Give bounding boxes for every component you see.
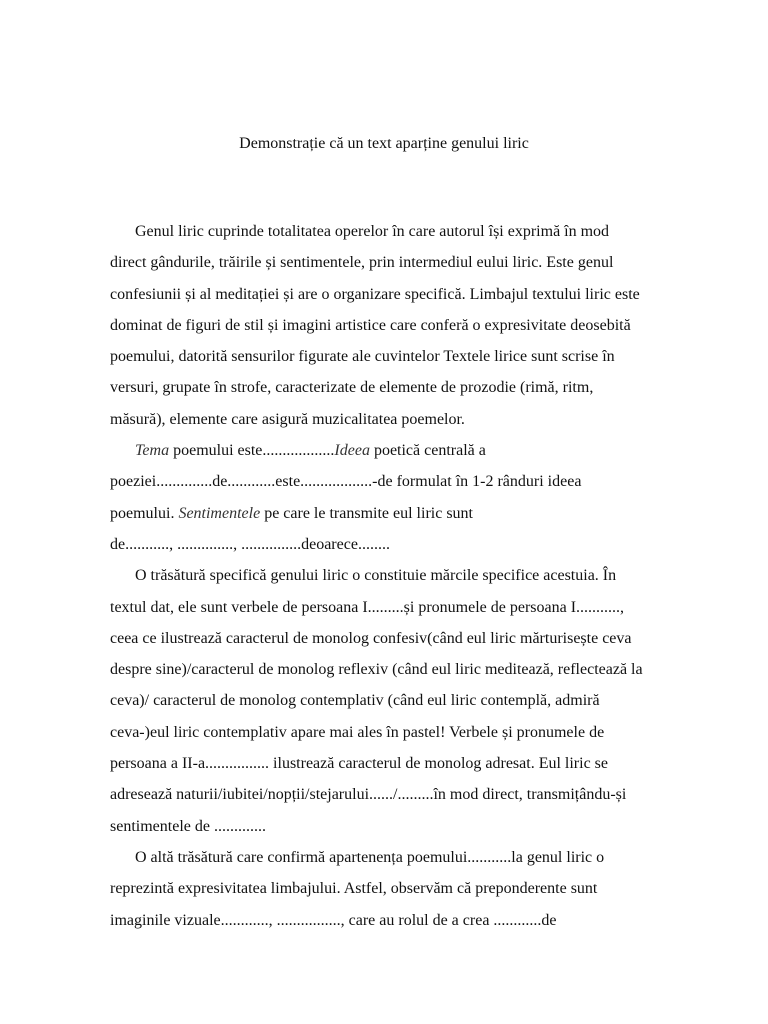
text-line: poeziei..............de............este..................-de formulat în 1-2 rânduri ideea: [110, 473, 582, 491]
ideea-text: poetică centrală a: [369, 442, 486, 460]
text-line: direct gândurile, trăirile și sentimentele, prin intermediul eului liric. Este genul: [110, 254, 614, 272]
text-line: adresează naturii/iubitei/nopții/stejarului....../.........în mod direct, transmițându-și: [110, 786, 627, 804]
text-line: Genul liric cuprinde totalitatea operelor în care autorul își exprimă în mod: [135, 223, 610, 240]
tema-text: poemului este..................: [169, 442, 335, 460]
text-line: ceea ce ilustrează caracterul de monolog confesiv(când eul liric mărturisește ceva: [110, 629, 632, 647]
text-line: confesiunii și al meditației și are o organizare specifică. Limbajul textului liric este: [110, 285, 640, 303]
text-line: versuri, grupate în strofe, caracterizate de elemente de prozodie (rimă, ritm,: [110, 379, 594, 397]
ideea-label: Ideea: [334, 442, 370, 460]
text-line: ceva)/ caracterul de monolog contemplativ (când eul liric contemplă, admiră: [110, 692, 600, 710]
text-line: [110, 435, 662, 466]
text-line: persoana a II-a................ ilustrează caracterul de monolog adresat. Eul liric se: [110, 755, 609, 773]
tema-label: Tema: [135, 442, 170, 460]
text-line: ceva-)eul liric contemplativ apare mai ales în pastel! Verbele și pronumele de: [110, 723, 605, 741]
text-line: [110, 498, 662, 529]
text-line: sentimentele de .............: [110, 817, 266, 835]
text-line: măsură), elemente care asigură muzicalitatea poemelor.: [110, 410, 465, 428]
text-line: poemului, datorită sensurilor figurate ale cuvintelor Textele lirice sunt scrise în: [110, 348, 615, 366]
sentimentele-label: Sentimentele: [178, 504, 261, 522]
line-prefix: poemului.: [110, 504, 179, 522]
paragraph-expresivitate: [110, 842, 662, 936]
paragraph-tema: [110, 435, 662, 560]
text-line: imaginile vizuale............, ................, care au rolul de a crea ............de: [110, 911, 557, 929]
paragraph-marci: [110, 560, 662, 842]
paragraph-genul-liric: [110, 216, 662, 435]
text-line: dominat de figuri de stil și imagini artistice care conferă o expresivitate deosebită: [110, 316, 631, 334]
document-body: [110, 216, 662, 936]
text-line: textul dat, ele sunt verbele de persoana I.........și pronumele de persoana I...........,: [110, 598, 625, 616]
text-line: despre sine)/caracterul de monolog reflexiv (când eul liric meditează, reflectează la: [110, 661, 643, 679]
text-line: reprezintă expresivitatea limbajului. Astfel, observăm că preponderente sunt: [110, 880, 598, 898]
text-line: de..........., .............., ...............deoarece........: [110, 535, 390, 553]
document-title: Demonstrație că un text aparține genului liric: [239, 135, 529, 152]
text-line: O altă trăsătură care confirmă apartenența poemului...........la genul liric o: [135, 848, 605, 866]
line-suffix: pe care le transmite eul liric sunt: [260, 504, 473, 522]
text-line: O trăsătură specifică genului liric o constituie mărcile specifice acestuia. În: [135, 567, 617, 585]
